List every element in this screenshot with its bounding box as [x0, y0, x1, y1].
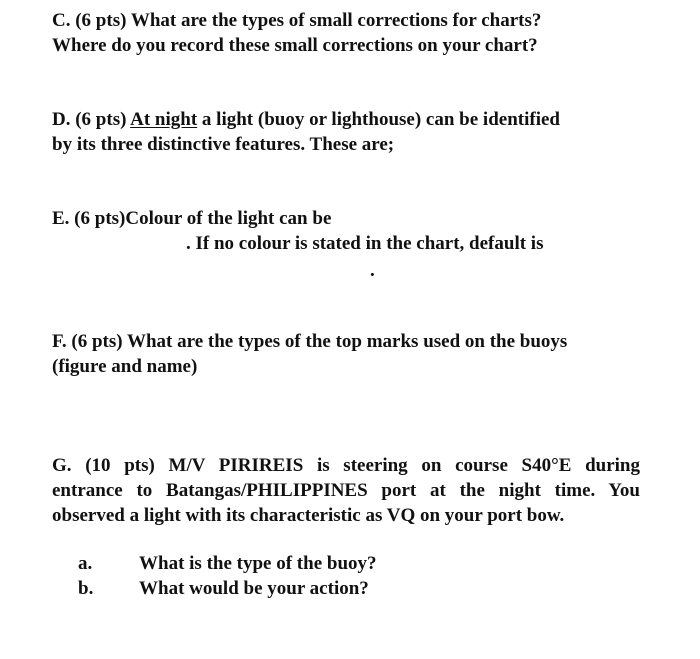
question-e-line-3: . [370, 260, 375, 281]
question-e-line-2: . If no colour is stated in the chart, default is [186, 233, 544, 254]
question-d-underlined-phrase: At night [130, 109, 198, 130]
question-g-item-marker: a. [78, 553, 93, 574]
question-d-line-1 [52, 108, 560, 132]
question-d-line-1-rest: a light (buoy or lighthouse) can be identified [197, 109, 560, 130]
question-d-line-2: by its three distinctive features. These are; [52, 134, 395, 155]
question-c-line-1: C. (6 pts) What are the types of small corrections for charts? [52, 10, 542, 31]
question-g-line-3: observed a light with its characteristic as VQ on your port bow. [52, 505, 565, 526]
question-f-line-2: (figure and name) [52, 356, 198, 377]
question-g-line-1: G. (10 pts) M/V PIRIREIS is steering on course S40°E during [52, 455, 640, 476]
question-g-item-marker: b. [78, 578, 94, 599]
question-c-line-2: Where do you record these small corrections on your chart? [52, 35, 538, 56]
question-g-line-2: entrance to Batangas/PHILIPPINES port at the night time. You [52, 480, 640, 501]
question-f-line-1: F. (6 pts) What are the types of the top marks used on the buoys [52, 331, 568, 352]
question-g-item-text: What is the type of the buoy? [139, 553, 377, 574]
question-d-label: D. (6 pts) [52, 109, 131, 130]
question-e-line-1: E. (6 pts)Colour of the light can be [52, 208, 332, 229]
question-g-item-text: What would be your action? [139, 578, 369, 599]
